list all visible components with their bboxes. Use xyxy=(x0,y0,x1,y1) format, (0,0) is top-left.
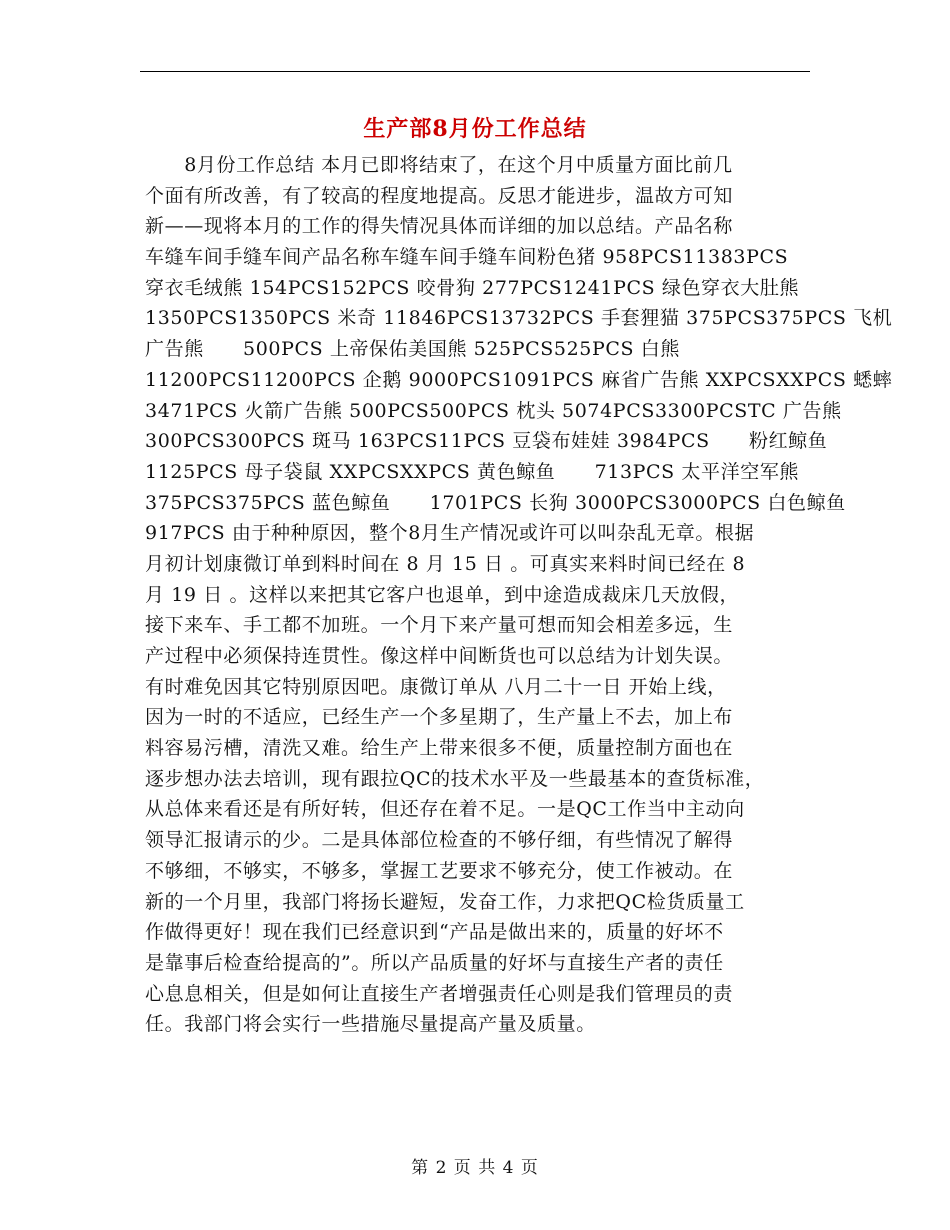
body-line: 11200PCS11200PCS 企鹅 9000PCS1091PCS 麻省广告熊 XXPCSXXPCS 蟋蟀 xyxy=(145,368,893,391)
body-line: 作做得更好！现在我们已经意识到“产品是做出来的，质量的好坏不 xyxy=(145,921,724,944)
header-rule xyxy=(140,71,810,72)
body-line: 新——现将本月的工作的得失情况具体而详细的加以总结。产品名称 xyxy=(145,215,734,238)
body-line: 是靠事后检查给提高的”。所以产品质量的好坏与直接生产者的责任 xyxy=(145,951,724,974)
body-line: 车缝车间手缝车间产品名称车缝车间手缝车间粉色猪 958PCS11383PCS xyxy=(145,246,789,269)
body-line: 领导汇报请示的少。二是具体部位检查的不够仔细，有些情况了解得 xyxy=(145,829,734,852)
body-line: 心息息相关，但是如何让直接生产者增强责任心则是我们管理员的责 xyxy=(145,982,734,1005)
body-line: 有时难免因其它特别原因吧。康微订单从 八月二十一日 开始上线， xyxy=(145,675,727,698)
body-line: 广告熊 500PCS 上帝保佑美国熊 525PCS525PCS 白熊 xyxy=(145,338,680,361)
body-line: 个面有所改善，有了较高的程度地提高。反思才能进步，温故方可知 xyxy=(145,184,734,207)
page-footer: 第 2 页 共 4 页 xyxy=(411,1158,539,1178)
body-line: 1125PCS 母子袋鼠 XXPCSXXPCS 黄色鲸鱼 713PCS 太平洋空军熊 xyxy=(145,460,800,483)
body-line: 不够细，不够实，不够多，掌握工艺要求不够充分，使工作被动。在 xyxy=(145,859,734,882)
body-line: 接下来车、手工都不加班。一个月下来产量可想而知会相差多远，生 xyxy=(145,614,734,637)
body-line: 产过程中必须保持连贯性。像这样中间断货也可以总结为计划失误。 xyxy=(145,645,734,667)
body-line: 917PCS 由于种种原因，整个8月生产情况或许可以叫杂乱无章。根据 xyxy=(145,522,755,545)
body-line: 新的一个月里，我部门将扬长避短，发奋工作，力求把QC检货质量工 xyxy=(145,890,745,913)
body-text xyxy=(145,150,893,1040)
body-line: 逐步想办法去培训，现有跟拉QC的技术水平及一些最基本的查货标准， xyxy=(145,767,765,790)
body-line: 月 19 日 。这样以来把其它客户也退单，到中途造成裁床几天放假， xyxy=(145,583,740,606)
body-line: 穿衣毛绒熊 154PCS152PCS 咬骨狗 277PCS1241PCS 绿色穿衣大肚熊 xyxy=(145,276,800,299)
body-line: 8月份工作总结 本月已即将结束了，在这个月中质量方面比前几 xyxy=(145,154,733,176)
document-title: 生产部8月份工作总结 xyxy=(363,116,587,142)
body-line: 月初计划康微订单到料时间在 8 月 15 日 。可真实来料时间已经在 8 xyxy=(145,552,746,575)
body-line: 因为一时的不适应，已经生产一个多星期了，生产量上不去，加上布 xyxy=(145,706,734,729)
body-line: 1350PCS1350PCS 米奇 11846PCS13732PCS 手套狸猫 375PCS375PCS 飞机 xyxy=(145,307,893,330)
body-line: 3471PCS 火箭广告熊 500PCS500PCS 枕头 5074PCS3300PCSTC 广告熊 xyxy=(145,399,842,422)
body-line: 任。我部门将会实行一些措施尽量提高产量及质量。 xyxy=(145,1013,596,1036)
body-line: 从总体来看还是有所好转，但还存在着不足。一是QC工作当中主动向 xyxy=(145,798,745,821)
body-line: 料容易污槽，清洗又难。给生产上带来很多不便，质量控制方面也在 xyxy=(145,737,734,760)
body-line: 375PCS375PCS 蓝色鲸鱼 1701PCS 长狗 3000PCS3000PCS 白色鲸鱼 xyxy=(145,491,846,514)
body-line: 300PCS300PCS 斑马 163PCS11PCS 豆袋布娃娃 3984PCS 粉红鲸鱼 xyxy=(145,430,828,453)
